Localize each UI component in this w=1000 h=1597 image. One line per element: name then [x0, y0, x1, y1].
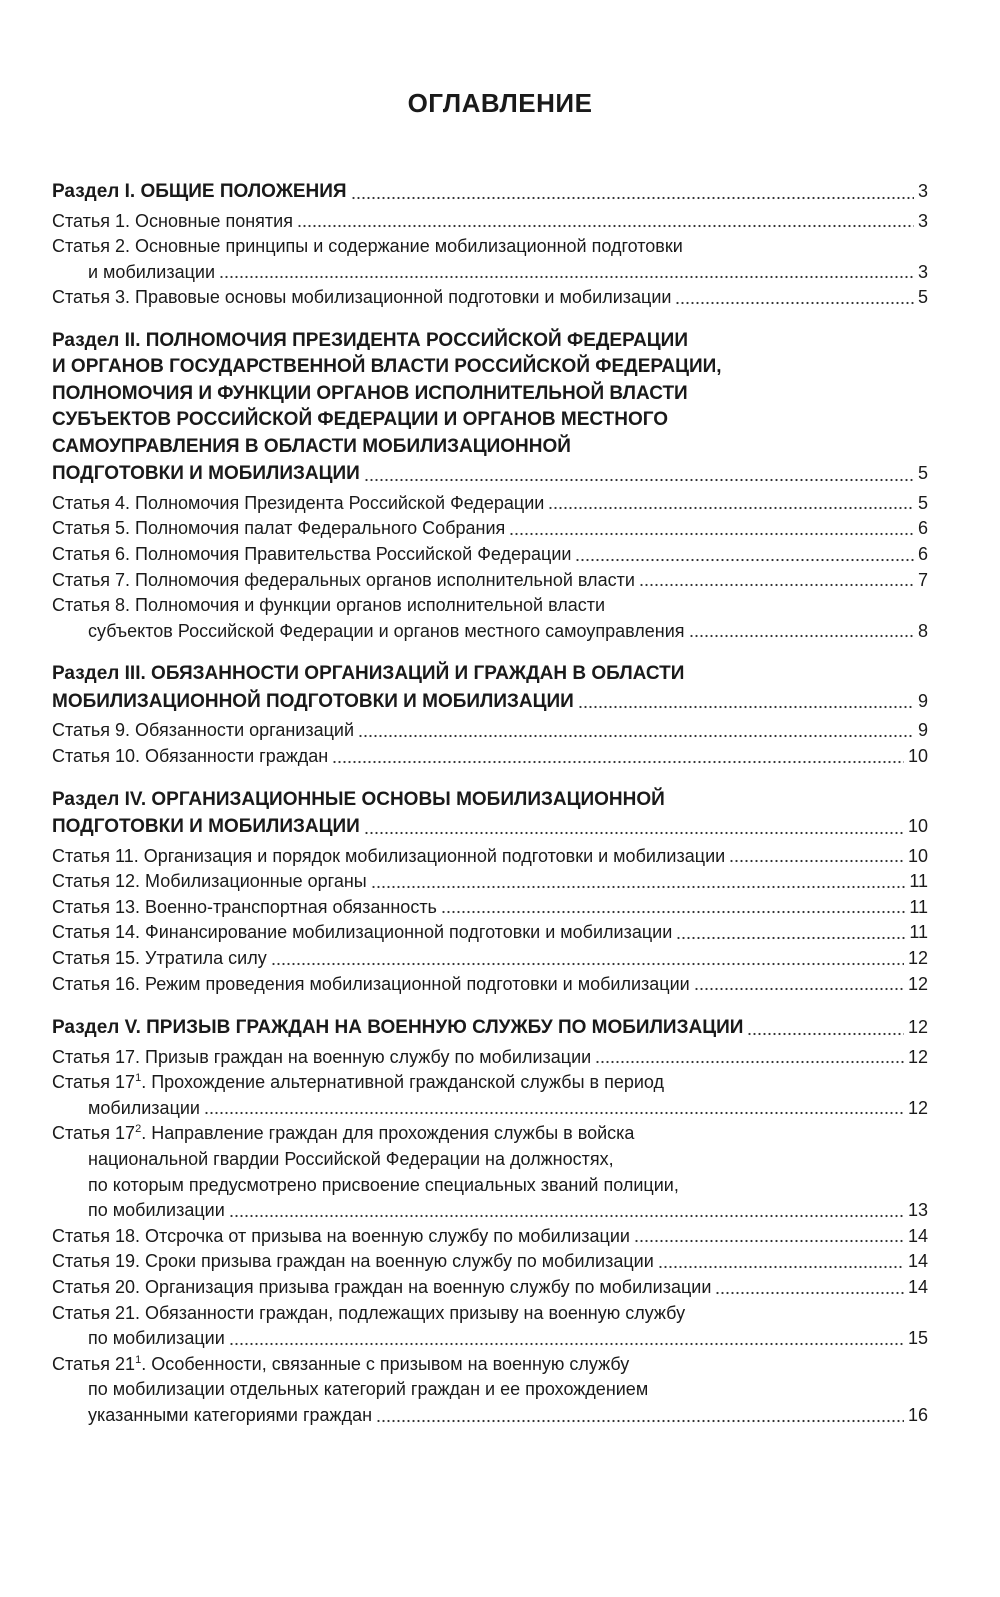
superscript: 2	[135, 1123, 142, 1136]
toc-line-text	[52, 595, 605, 615]
toc-line	[52, 1121, 928, 1147]
toc-text: Статья 6. Полномочия Правительства Российской Федерации	[52, 544, 572, 565]
toc-text: Статья 7. Полномочия федеральных органов исполнительной власти	[52, 569, 635, 590]
toc-section-heading[interactable]	[52, 787, 928, 841]
toc-text: Статья 4. Полномочия Президента Российской Федерации	[52, 492, 545, 513]
dot-leader	[639, 583, 914, 587]
toc-text: Статья 17	[52, 1123, 136, 1144]
toc-line	[52, 434, 928, 461]
toc-text: САМОУПРАВЛЕНИЯ В ОБЛАСТИ МОБИЛИЗАЦИОННОЙ	[52, 435, 571, 457]
toc-line-text	[52, 356, 722, 377]
dot-leader	[694, 987, 904, 991]
toc-text: Раздел III. ОБЯЗАННОСТИ ОРГАНИЗАЦИЙ И ГРАЖДАН В ОБЛАСТИ	[52, 663, 685, 685]
toc-article-entry[interactable]	[52, 593, 928, 644]
toc-line	[52, 354, 928, 381]
toc-line	[52, 972, 928, 998]
dot-leader	[441, 910, 905, 914]
page-number: 5	[917, 463, 928, 484]
toc-line	[52, 1403, 928, 1429]
toc-article-entry[interactable]	[52, 516, 928, 542]
toc-line	[52, 787, 928, 814]
dot-leader	[332, 760, 904, 764]
toc-article-entry[interactable]	[52, 1352, 928, 1429]
page-number: 7	[917, 569, 928, 590]
toc-line	[52, 1352, 928, 1378]
dot-leader	[358, 734, 914, 738]
toc-line-text	[88, 1198, 225, 1224]
dot-leader	[364, 831, 904, 835]
toc-text: по мобилизации	[88, 1328, 225, 1349]
toc-line	[52, 1173, 928, 1199]
toc-line-text	[52, 516, 505, 542]
toc-line	[52, 285, 928, 311]
toc-text: Статья 21. Обязанности граждан, подлежащих призыву на военную службу	[52, 1302, 686, 1323]
toc-line	[52, 1045, 928, 1071]
toc-line	[52, 1326, 928, 1352]
toc-line-text	[88, 1403, 372, 1429]
toc-text: Статья 8. Полномочия и функции органов исполнительной власти	[52, 595, 606, 616]
dot-leader	[747, 1032, 904, 1036]
toc-line	[52, 744, 928, 770]
toc-section	[52, 787, 928, 998]
dot-leader	[229, 1342, 904, 1346]
dot-leader	[634, 1239, 904, 1243]
toc-line-text	[88, 260, 215, 286]
toc-section-heading[interactable]	[52, 661, 928, 715]
toc-text: Статья 5. Полномочия палат Федерального Собрания	[52, 518, 506, 539]
toc-text: Раздел I. ОБЩИЕ ПОЛОЖЕНИЯ	[52, 181, 347, 202]
table-of-contents	[52, 178, 928, 1446]
page-title: ОГЛАВЛЕНИЕ	[407, 88, 593, 118]
toc-section	[52, 178, 928, 311]
toc-text: и мобилизации	[88, 261, 216, 282]
toc-line	[52, 516, 928, 542]
toc-line	[52, 619, 928, 645]
dot-leader	[376, 1419, 904, 1423]
toc-text: указанными категориями граждан	[88, 1405, 373, 1425]
toc-line	[52, 328, 928, 355]
page-number: 3	[917, 181, 928, 201]
toc-line-text	[52, 330, 688, 351]
toc-line-text	[88, 619, 685, 645]
toc-text: по мобилизации отдельных категорий граждан и ее прохождением	[88, 1379, 649, 1400]
toc-line-text	[52, 1249, 654, 1275]
toc-text: ПОЛНОМОЧИЯ И ФУНКЦИИ ОРГАНОВ ИСПОЛНИТЕЛЬНОЙ ВЛАСТИ	[52, 382, 688, 404]
toc-text: Статья 1. Основные понятия	[52, 210, 293, 231]
toc-text: . Прохождение альтернативной гражданской службы в период	[141, 1072, 665, 1093]
page-number: 12	[907, 973, 928, 994]
toc-text: мобилизации	[88, 1097, 200, 1118]
page-number: 6	[917, 518, 928, 539]
toc-line	[52, 844, 928, 870]
dot-leader	[351, 196, 914, 200]
toc-article-entry[interactable]	[52, 1045, 928, 1071]
page-number: 8	[917, 620, 928, 641]
toc-text: Статья 12. Мобилизационные органы	[52, 871, 367, 892]
toc-line	[52, 460, 928, 488]
toc-text: МОБИЛИЗАЦИОННОЙ ПОДГОТОВКИ И МОБИЛИЗАЦИИ	[52, 690, 574, 712]
toc-line-text	[88, 1096, 200, 1122]
page-number: 11	[909, 922, 928, 943]
toc-line-text	[52, 1015, 743, 1042]
toc-line	[52, 260, 928, 286]
page-number: 9	[917, 690, 928, 711]
toc-text: Статья 13. Военно-транспортная обязанность	[52, 896, 437, 917]
toc-article-entry[interactable]	[52, 844, 928, 870]
toc-line	[52, 568, 928, 594]
toc-line	[52, 178, 928, 206]
page-number: 5	[917, 287, 928, 308]
toc-text: субъектов Российской Федерации и органов местного самоуправления	[88, 620, 685, 641]
page-number: 6	[917, 544, 928, 565]
toc-line-text	[52, 1224, 630, 1250]
toc-text: . Направление граждан для прохождения службы в войска	[141, 1123, 635, 1144]
toc-line-text	[52, 383, 688, 404]
toc-text: И ОРГАНОВ ГОСУДАРСТВЕННОЙ ВЛАСТИ РОССИЙСКОЙ ФЕДЕРАЦИИ,	[52, 356, 722, 378]
toc-article-entry[interactable]	[52, 1121, 928, 1223]
toc-text: Статья 17. Призыв граждан на военную службу по мобилизации	[52, 1046, 592, 1067]
page-number: 12	[907, 1017, 928, 1038]
toc-article-entry[interactable]	[52, 1301, 928, 1352]
toc-line-text	[52, 568, 635, 594]
toc-text: по которым предусмотрено присвоение специальных званий полиции,	[88, 1174, 679, 1195]
toc-line-text	[52, 236, 683, 256]
toc-article-entry[interactable]	[52, 568, 928, 594]
toc-line	[52, 593, 928, 619]
toc-article-entry[interactable]	[52, 234, 928, 285]
toc-text: Статья 3. Правовые основы мобилизационной подготовки и мобилизации	[52, 287, 672, 308]
dot-leader	[729, 859, 904, 863]
page-number: 12	[907, 1097, 928, 1118]
dot-leader	[219, 275, 914, 279]
page-number: 13	[907, 1200, 928, 1221]
dot-leader	[271, 962, 904, 966]
page-number: 12	[907, 1046, 928, 1067]
dot-leader	[548, 506, 914, 510]
toc-text: Статья 21	[52, 1353, 136, 1374]
page-number: 12	[907, 948, 928, 968]
toc-line	[52, 895, 928, 921]
dot-leader	[578, 705, 914, 709]
page-number: 16	[907, 1405, 928, 1425]
toc-text: Статья 15. Утратила силу	[52, 948, 267, 968]
toc-text: Статья 10. Обязанности граждан	[52, 746, 329, 767]
toc-article-entry[interactable]	[52, 744, 928, 770]
page-number: 14	[907, 1277, 928, 1298]
toc-text: СУБЪЕКТОВ РОССИЙСКОЙ ФЕДЕРАЦИИ И ОРГАНОВ МЕСТНОГО	[52, 409, 669, 431]
toc-line-text	[52, 1275, 711, 1301]
page-number: 14	[907, 1251, 928, 1272]
toc-article-entry[interactable]	[52, 1070, 928, 1121]
toc-article-entry[interactable]	[52, 1249, 928, 1275]
toc-line	[52, 542, 928, 568]
toc-line	[52, 209, 928, 235]
dot-leader	[297, 224, 914, 228]
toc-line	[52, 718, 928, 744]
toc-text: Раздел IV. ОРГАНИЗАЦИОННЫЕ ОСНОВЫ МОБИЛИЗАЦИОННОЙ	[52, 788, 665, 810]
toc-line-text	[52, 179, 347, 206]
toc-text: Статья 9. Обязанности организаций	[52, 720, 355, 741]
dot-leader	[575, 558, 914, 562]
toc-article-entry[interactable]	[52, 718, 928, 744]
page-number: 10	[907, 816, 928, 837]
dot-leader	[676, 936, 905, 940]
toc-line	[52, 920, 928, 946]
toc-line-text	[52, 814, 360, 841]
toc-line-text	[52, 744, 328, 770]
toc-line-text	[52, 1072, 664, 1092]
toc-line-text	[52, 1303, 685, 1323]
page-number: 10	[907, 746, 928, 767]
toc-line	[52, 813, 928, 841]
toc-text: национальной гвардии Российской Федерации на должностях,	[88, 1149, 614, 1170]
toc-section-heading[interactable]	[52, 328, 928, 488]
toc-text: . Особенности, связанные с призывом на военную службу	[141, 1353, 630, 1374]
toc-line-text	[52, 844, 725, 870]
toc-line-text	[52, 689, 574, 716]
toc-section	[52, 661, 928, 769]
toc-line-text	[52, 972, 690, 998]
dot-leader	[675, 301, 914, 305]
toc-text: Раздел V. ПРИЗЫВ ГРАЖДАН НА ВОЕННУЮ СЛУЖБУ ПО МОБИЛИЗАЦИИ	[52, 1017, 744, 1039]
toc-line-text	[52, 946, 267, 972]
toc-article-entry[interactable]	[52, 869, 928, 895]
dot-leader	[371, 885, 906, 889]
toc-article-entry[interactable]	[52, 972, 928, 998]
toc-text: Статья 18. Отсрочка от призыва на военную службу по мобилизации	[52, 1225, 630, 1246]
toc-section-heading[interactable]	[52, 178, 928, 206]
toc-line	[52, 407, 928, 434]
dot-leader	[364, 478, 914, 482]
toc-text: Статья 19. Сроки призыва граждан на военную службу по мобилизации	[52, 1251, 654, 1272]
toc-line-text	[52, 209, 293, 235]
toc-line-text	[52, 461, 360, 488]
toc-line	[52, 491, 928, 517]
page-number: 5	[917, 492, 928, 513]
toc-line	[52, 1070, 928, 1096]
page-number: 9	[917, 720, 928, 741]
toc-line	[52, 1249, 928, 1275]
page-number: 14	[907, 1225, 928, 1246]
toc-article-entry[interactable]	[52, 1275, 928, 1301]
toc-line-text	[52, 285, 671, 311]
page-number: 3	[917, 210, 928, 231]
page-number: 11	[909, 871, 928, 892]
toc-line	[52, 688, 928, 716]
toc-line	[52, 661, 928, 688]
toc-line-text	[88, 1326, 225, 1352]
toc-line	[52, 1096, 928, 1122]
page-number: 10	[907, 845, 928, 866]
page-number: 15	[907, 1328, 928, 1349]
toc-line-text	[52, 718, 354, 744]
toc-line	[52, 869, 928, 895]
toc-line-text	[88, 1379, 648, 1399]
page-number: 11	[909, 896, 928, 917]
toc-section	[52, 328, 928, 645]
toc-line	[52, 1275, 928, 1301]
toc-line-text	[52, 491, 544, 517]
toc-article-entry[interactable]	[52, 285, 928, 311]
toc-section-heading[interactable]	[52, 1014, 928, 1042]
toc-article-entry[interactable]	[52, 946, 928, 972]
toc-text: ПОДГОТОВКИ И МОБИЛИЗАЦИИ	[52, 816, 360, 838]
toc-article-entry[interactable]	[52, 209, 928, 235]
toc-article-entry[interactable]	[52, 542, 928, 568]
toc-line	[52, 1377, 928, 1403]
toc-text: Раздел II. ПОЛНОМОЧИЯ ПРЕЗИДЕНТА РОССИЙСКОЙ ФЕДЕРАЦИИ	[52, 329, 688, 351]
toc-line-text	[52, 1354, 629, 1374]
dot-leader	[595, 1060, 904, 1064]
dot-leader	[509, 532, 914, 536]
toc-line-text	[52, 436, 571, 457]
toc-line	[52, 234, 928, 260]
toc-line-text	[52, 920, 672, 946]
toc-text: ПОДГОТОВКИ И МОБИЛИЗАЦИИ	[52, 463, 360, 485]
toc-line-text	[52, 895, 437, 921]
superscript: 1	[135, 1072, 142, 1085]
toc-line	[52, 1224, 928, 1250]
toc-line	[52, 1014, 928, 1042]
toc-line-text	[88, 1149, 614, 1169]
toc-line-text	[52, 409, 668, 430]
toc-article-entry[interactable]	[52, 895, 928, 921]
toc-line	[52, 946, 928, 972]
toc-line	[52, 1198, 928, 1224]
toc-line	[52, 1301, 928, 1327]
toc-article-entry[interactable]	[52, 1224, 928, 1250]
toc-text: Статья 2. Основные принципы и содержание мобилизационной подготовки	[52, 236, 683, 257]
dot-leader	[715, 1291, 904, 1295]
toc-text: по мобилизации	[88, 1200, 225, 1221]
page-number: 3	[917, 261, 928, 282]
superscript: 1	[135, 1353, 142, 1366]
toc-line	[52, 1147, 928, 1173]
toc-line-text	[52, 789, 665, 810]
toc-section	[52, 1014, 928, 1428]
toc-text: Статья 14. Финансирование мобилизационной подготовки и мобилизации	[52, 922, 673, 943]
toc-line-text	[52, 663, 684, 684]
toc-text: Статья 11. Организация и порядок мобилизационной подготовки и мобилизации	[52, 845, 726, 866]
toc-line-text	[52, 869, 367, 895]
toc-line	[52, 381, 928, 408]
toc-line-text	[52, 1123, 634, 1143]
toc-line-text	[88, 1175, 679, 1195]
dot-leader	[689, 634, 914, 638]
toc-line-text	[52, 1045, 591, 1071]
dot-leader	[229, 1214, 904, 1218]
dot-leader	[204, 1111, 904, 1115]
toc-line-text	[52, 542, 571, 568]
toc-article-entry[interactable]	[52, 920, 928, 946]
toc-text: Статья 16. Режим проведения мобилизационной подготовки и мобилизации	[52, 973, 690, 994]
toc-article-entry[interactable]	[52, 491, 928, 517]
toc-text: Статья 17	[52, 1072, 136, 1093]
toc-text: Статья 20. Организация призыва граждан на военную службу по мобилизации	[52, 1277, 712, 1298]
dot-leader	[658, 1265, 904, 1269]
